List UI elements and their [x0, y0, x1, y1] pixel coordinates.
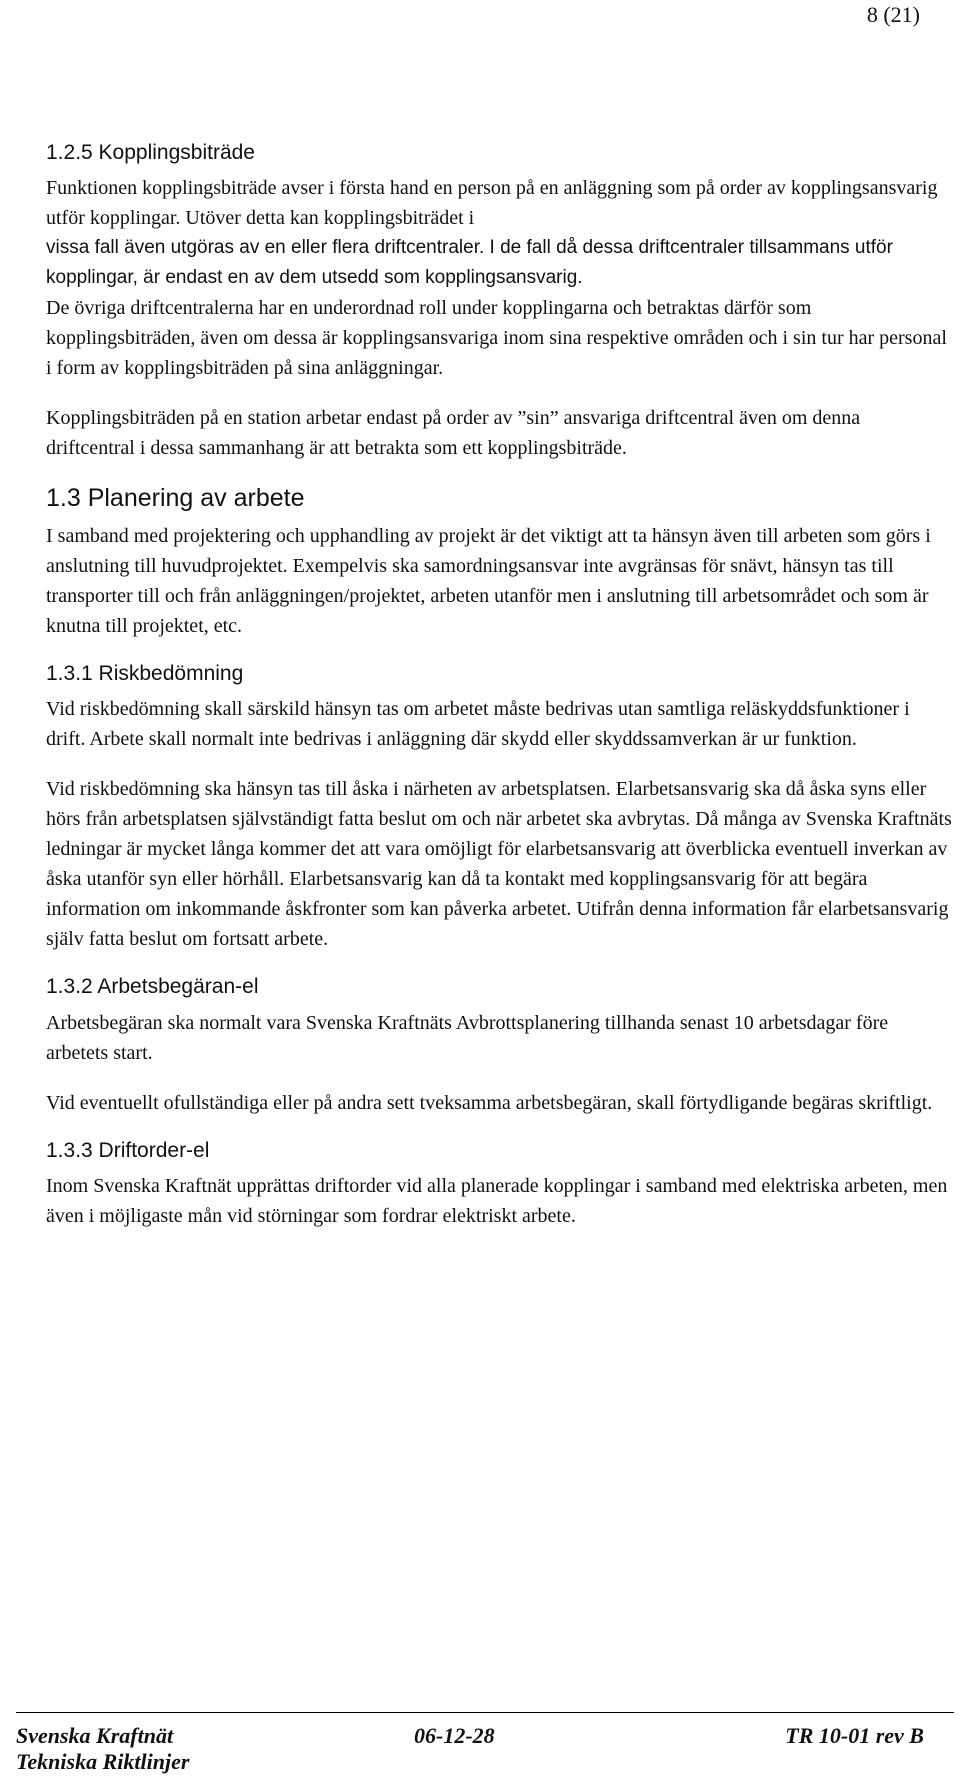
heading-1-3-3: 1.3.3 Driftorder-el — [46, 1138, 210, 1162]
paragraph-1-3-2-a: Arbetsbegäran ska normalt vara Svenska Kraftnäts Avbrottsplanering tillhanda senast 10 arbetsdagar före arbetets start. — [46, 1011, 889, 1064]
heading-1-2-5: 1.2.5 Kopplingsbiträde — [46, 141, 255, 164]
footer-doc-id: TR 10-01 rev B — [785, 1723, 924, 1748]
heading-1-3-1: 1.3.1 Riskbedömning — [46, 662, 244, 686]
paragraph-1-2-5-c: De övriga driftcentralerna har en underordnad roll under kopplingarna och betraktas därför som kopplingsbiträden, även om dessa är kopplingsansvariga inom sina respektive områden och i sin tur har personal i form av kopplingsbiträden på sina anläggningar. — [46, 297, 947, 380]
heading-1-3: 1.3 Planering av arbete — [46, 484, 305, 513]
page-footer — [16, 1712, 954, 1775]
page-content — [46, 140, 952, 1251]
footer-org: Svenska Kraftnät — [16, 1723, 174, 1748]
paragraph-1-2-5-b: vissa fall även utgöras av en eller flera driftcentraler. I de fall då dessa driftcentraler tillsammans utför kopplingar, är endast en av dem utsedd som kopplingsansvarig. — [46, 237, 893, 289]
paragraph-1-3-2-b: Vid eventuellt ofullständiga eller på andra sett tveksamma arbetsbegäran, skall förtydligande begäras skriftligt. — [46, 1091, 933, 1114]
paragraph-1-3-1-a: Vid riskbedömning skall särskild hänsyn tas om arbetet måste bedrivas utan samtliga reläskyddsfunktioner i drift. Arbete skall normalt inte bedrivas i anläggning där skydd eller skyddssamverkan är ur funktion. — [46, 698, 910, 751]
footer-date: 06-12-28 — [414, 1723, 495, 1748]
paragraph-1-3: I samband med projektering och upphandling av projekt är det viktigt att ta hänsyn även till arbeten som görs i anslutning till huvudprojektet. Exempelvis ska samordningsansvar inte avgränsas för snävt, hänsyn tas till transporter till och från anläggningen/projektet, arbeten utanför men i anslutning till arbetsområdet och som är knutna till projektet, etc. — [46, 525, 931, 638]
footer-series: Tekniska Riktlinjer — [16, 1749, 190, 1774]
page-number: 8 (21) — [866, 2, 920, 27]
paragraph-1-2-5-d: Kopplingsbiträden på en station arbetar endast på order av ”sin” ansvariga driftcentral även om denna driftcentral i dessa sammanhang är att betrakta som ett kopplingsbiträde. — [46, 407, 861, 460]
paragraph-1-2-5-a: Funktionen kopplingsbiträde avser i första hand en person på en anläggning som på order av kopplingsansvarig utför kopplingar. Utöver detta kan kopplingsbiträdet i — [46, 177, 938, 230]
footer-row — [16, 1723, 954, 1749]
paragraph-1-3-3: Inom Svenska Kraftnät upprättas driftorder vid alla planerade kopplingar i samband med elektriska arbeten, men även i möjligaste mån vid störningar som fordrar elektriskt arbete. — [46, 1174, 948, 1227]
heading-1-3-2: 1.3.2 Arbetsbegäran-el — [46, 975, 259, 999]
paragraph-1-3-1-b: Vid riskbedömning ska hänsyn tas till åska i närheten av arbetsplatsen. Elarbetsansvarig ska då åska syns eller hörs från arbetsplatsen självständigt fatta beslut om och när arbetet ska avbrytas. Då många av Svenska Kraftnäts ledningar är mycket långa kommer det att vara omöjligt för elarbetsansvarig att överblicka eventuell inverkan av åska utanför syn eller hörhåll. Elarbetsansvarig kan då ta kontakt med kopplingsansvarig för att begära information om inkommande åskfronter som kan påverka arbetet. Utifrån denna information får elarbetsansvarig själv fatta beslut om fortsatt arbete. — [46, 778, 952, 951]
footer-rule — [16, 1712, 954, 1713]
